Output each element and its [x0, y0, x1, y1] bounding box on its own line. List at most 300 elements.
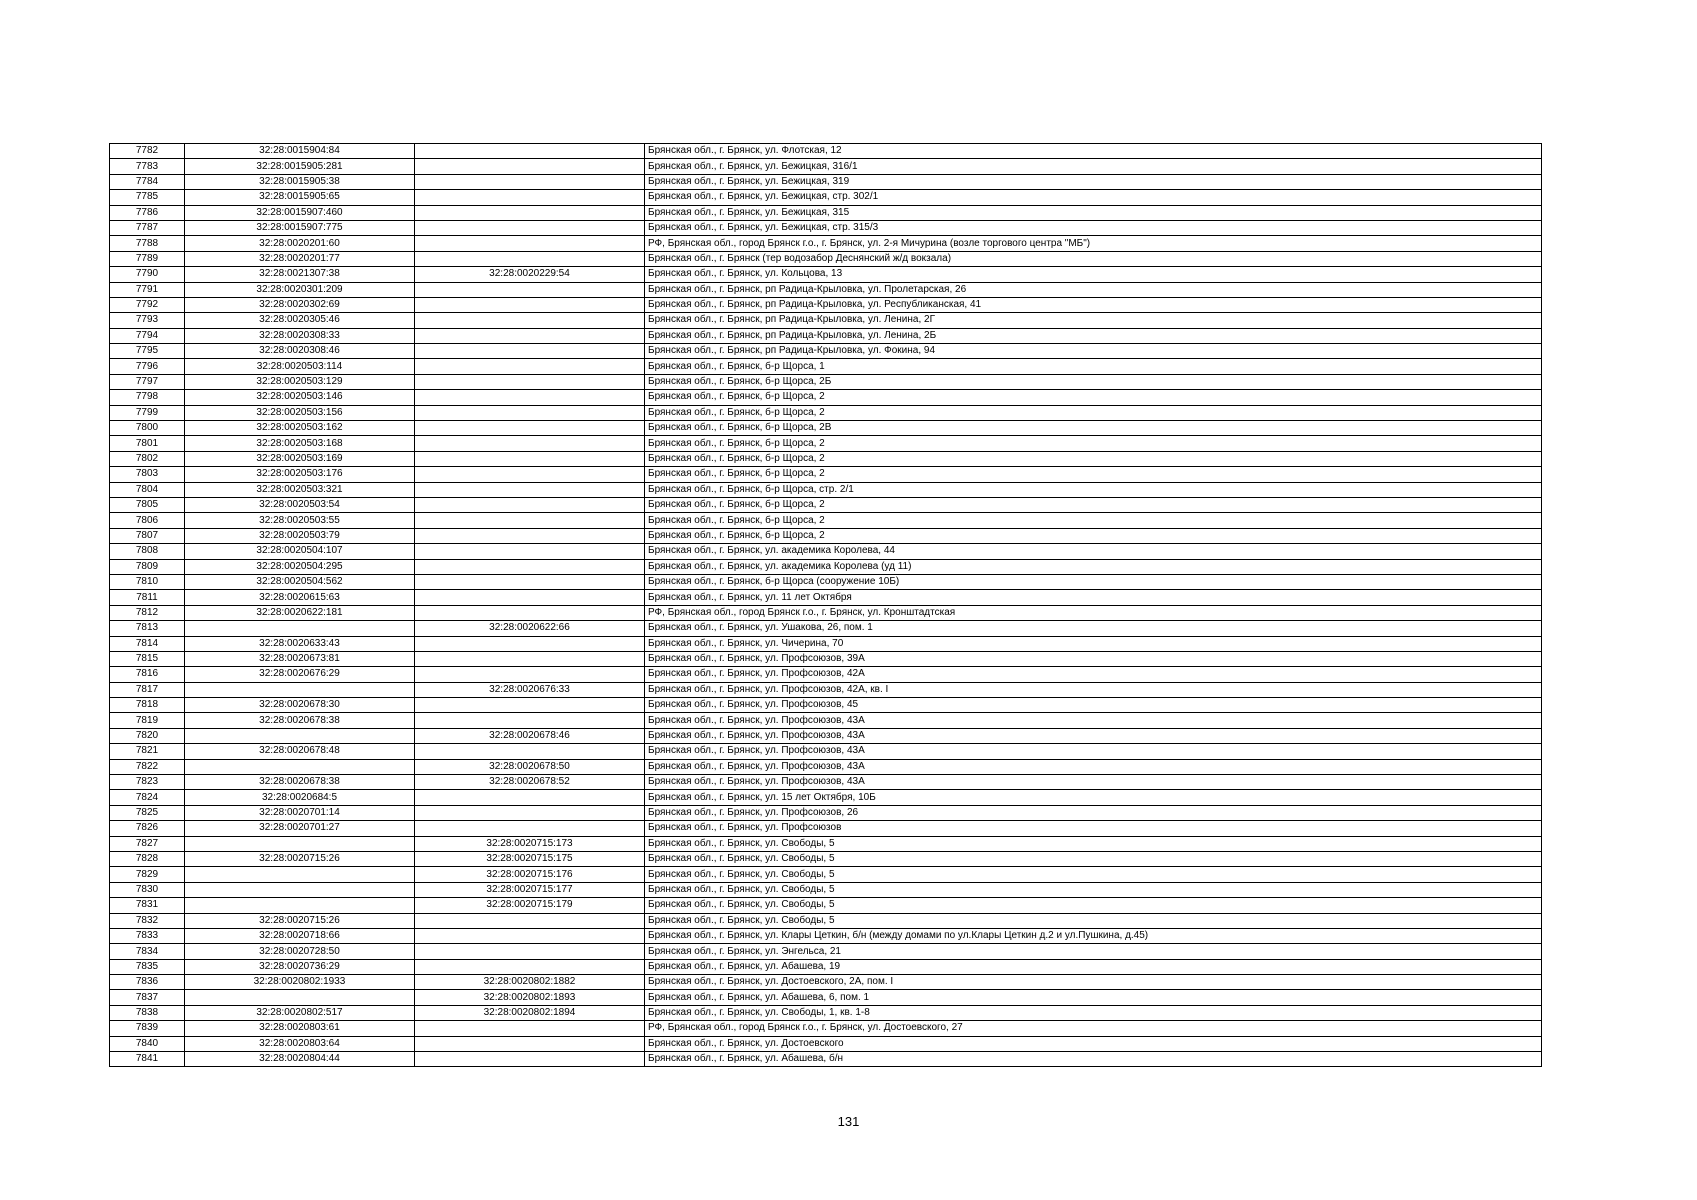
cadastral-number-cell: 32:28:0020503:55 [185, 513, 415, 528]
table-row [110, 805, 1542, 820]
row-number-cell: 7819 [110, 713, 185, 728]
row-number-cell: 7821 [110, 744, 185, 759]
address-cell: РФ, Брянская обл., город Брянск г.о., г. Брянск, ул. Достоевского, 27 [645, 1021, 1542, 1036]
related-cadastral-number-cell: 32:28:0020678:52 [415, 775, 645, 790]
cadastral-number-cell: 32:28:0020678:30 [185, 698, 415, 713]
address-cell: Брянская обл., г. Брянск, ул. Ушакова, 26, пом. 1 [645, 621, 1542, 636]
related-cadastral-number-cell [415, 790, 645, 805]
address-cell: Брянская обл., г. Брянск, рп Радица-Крыловка, ул. Республиканская, 41 [645, 297, 1542, 312]
related-cadastral-number-cell [415, 451, 645, 466]
table-row [110, 1021, 1542, 1036]
table-row [110, 975, 1542, 990]
related-cadastral-number-cell: 32:28:0020715:175 [415, 851, 645, 866]
related-cadastral-number-cell [415, 744, 645, 759]
address-cell: Брянская обл., г. Брянск, б-р Щорса, 1 [645, 359, 1542, 374]
table-row [110, 436, 1542, 451]
address-cell: Брянская обл., г. Брянск, ул. академика Королева (уд 11) [645, 559, 1542, 574]
row-number-cell: 7789 [110, 251, 185, 266]
row-number-cell: 7810 [110, 574, 185, 589]
related-cadastral-number-cell [415, 574, 645, 589]
address-cell: Брянская обл., г. Брянск, ул. Бежицкая, 315 [645, 205, 1542, 220]
table-row [110, 759, 1542, 774]
row-number-cell: 7841 [110, 1052, 185, 1067]
registry-table [109, 143, 1542, 1067]
address-cell: Брянская обл., г. Брянск, ул. Свободы, 5 [645, 836, 1542, 851]
address-cell: Брянская обл., г. Брянск, ул. Профсоюзов, 43А [645, 744, 1542, 759]
row-number-cell: 7793 [110, 313, 185, 328]
related-cadastral-number-cell [415, 590, 645, 605]
row-number-cell: 7837 [110, 990, 185, 1005]
related-cadastral-number-cell [415, 205, 645, 220]
address-cell: Брянская обл., г. Брянск, ул. Абашева, 19 [645, 959, 1542, 974]
row-number-cell: 7812 [110, 605, 185, 620]
table-row [110, 205, 1542, 220]
cadastral-number-cell: 32:28:0020503:168 [185, 436, 415, 451]
related-cadastral-number-cell [415, 144, 645, 159]
related-cadastral-number-cell [415, 698, 645, 713]
registry-table-body [110, 144, 1542, 1067]
row-number-cell: 7785 [110, 190, 185, 205]
table-row [110, 313, 1542, 328]
table-row [110, 651, 1542, 666]
related-cadastral-number-cell: 32:28:0020802:1894 [415, 1005, 645, 1020]
address-cell: Брянская обл., г. Брянск, ул. Профсоюзов [645, 821, 1542, 836]
table-row [110, 990, 1542, 1005]
row-number-cell: 7787 [110, 220, 185, 235]
table-row [110, 144, 1542, 159]
row-number-cell: 7833 [110, 928, 185, 943]
row-number-cell: 7804 [110, 482, 185, 497]
table-row [110, 1005, 1542, 1020]
row-number-cell: 7800 [110, 421, 185, 436]
table-row [110, 928, 1542, 943]
address-cell: Брянская обл., г. Брянск, б-р Щорса, 2 [645, 528, 1542, 543]
cadastral-number-cell: 32:28:0020504:107 [185, 544, 415, 559]
related-cadastral-number-cell [415, 805, 645, 820]
cadastral-number-cell: 32:28:0020503:129 [185, 374, 415, 389]
address-cell: Брянская обл., г. Брянск, ул. Абашева, 6, пом. 1 [645, 990, 1542, 1005]
cadastral-number-cell [185, 682, 415, 697]
address-cell: РФ, Брянская обл., город Брянск г.о., г. Брянск, ул. Кронштадтская [645, 605, 1542, 620]
row-number-cell: 7835 [110, 959, 185, 974]
related-cadastral-number-cell [415, 913, 645, 928]
table-row [110, 328, 1542, 343]
cadastral-number-cell: 32:28:0020308:46 [185, 344, 415, 359]
related-cadastral-number-cell [415, 1021, 645, 1036]
related-cadastral-number-cell [415, 297, 645, 312]
cadastral-number-cell: 32:28:0020804:44 [185, 1052, 415, 1067]
row-number-cell: 7808 [110, 544, 185, 559]
related-cadastral-number-cell [415, 528, 645, 543]
address-cell: Брянская обл., г. Брянск, ул. Свободы, 5 [645, 913, 1542, 928]
table-row [110, 421, 1542, 436]
related-cadastral-number-cell [415, 405, 645, 420]
related-cadastral-number-cell [415, 359, 645, 374]
address-cell: Брянская обл., г. Брянск, ул. Бежицкая, 316/1 [645, 159, 1542, 174]
related-cadastral-number-cell [415, 636, 645, 651]
cadastral-number-cell: 32:28:0020503:176 [185, 467, 415, 482]
address-cell: Брянская обл., г. Брянск, б-р Щорса, 2 [645, 467, 1542, 482]
table-row [110, 1052, 1542, 1067]
row-number-cell: 7822 [110, 759, 185, 774]
table-row [110, 344, 1542, 359]
table-row [110, 775, 1542, 790]
cadastral-number-cell [185, 728, 415, 743]
cadastral-number-cell: 32:28:0020678:38 [185, 713, 415, 728]
row-number-cell: 7796 [110, 359, 185, 374]
table-row [110, 821, 1542, 836]
related-cadastral-number-cell [415, 928, 645, 943]
table-row [110, 559, 1542, 574]
related-cadastral-number-cell [415, 251, 645, 266]
cadastral-number-cell: 32:28:0015905:281 [185, 159, 415, 174]
row-number-cell: 7813 [110, 621, 185, 636]
row-number-cell: 7806 [110, 513, 185, 528]
address-cell: Брянская обл., г. Брянск, б-р Щорса, стр. 2/1 [645, 482, 1542, 497]
related-cadastral-number-cell [415, 513, 645, 528]
table-row [110, 790, 1542, 805]
related-cadastral-number-cell: 32:28:0020802:1893 [415, 990, 645, 1005]
related-cadastral-number-cell: 32:28:0020802:1882 [415, 975, 645, 990]
related-cadastral-number-cell [415, 220, 645, 235]
table-row [110, 1036, 1542, 1051]
related-cadastral-number-cell [415, 959, 645, 974]
cadastral-number-cell [185, 990, 415, 1005]
cadastral-number-cell [185, 898, 415, 913]
cadastral-number-cell: 32:28:0020803:61 [185, 1021, 415, 1036]
address-cell: Брянская обл., г. Брянск, ул. Кольцова, 13 [645, 267, 1542, 282]
row-number-cell: 7828 [110, 851, 185, 866]
related-cadastral-number-cell [415, 282, 645, 297]
cadastral-number-cell: 32:28:0020678:38 [185, 775, 415, 790]
related-cadastral-number-cell: 32:28:0020622:66 [415, 621, 645, 636]
row-number-cell: 7836 [110, 975, 185, 990]
table-row [110, 451, 1542, 466]
address-cell: РФ, Брянская обл., город Брянск г.о., г. Брянск, ул. 2-я Мичурина (возле торгового центра "МБ") [645, 236, 1542, 251]
address-cell: Брянская обл., г. Брянск, ул. Профсоюзов, 43А [645, 713, 1542, 728]
table-row [110, 159, 1542, 174]
address-cell: Брянская обл., г. Брянск, б-р Щорса, 2В [645, 421, 1542, 436]
table-row [110, 744, 1542, 759]
address-cell: Брянская обл., г. Брянск, ул. Профсоюзов, 43А [645, 728, 1542, 743]
row-number-cell: 7802 [110, 451, 185, 466]
row-number-cell: 7807 [110, 528, 185, 543]
table-row [110, 359, 1542, 374]
table-row [110, 636, 1542, 651]
row-number-cell: 7814 [110, 636, 185, 651]
address-cell: Брянская обл., г. Брянск, б-р Щорса (сооружение 10Б) [645, 574, 1542, 589]
related-cadastral-number-cell [415, 374, 645, 389]
related-cadastral-number-cell: 32:28:0020715:176 [415, 867, 645, 882]
table-row [110, 267, 1542, 282]
related-cadastral-number-cell: 32:28:0020715:177 [415, 882, 645, 897]
row-number-cell: 7799 [110, 405, 185, 420]
address-cell: Брянская обл., г. Брянск, ул. Профсоюзов, 39А [645, 651, 1542, 666]
related-cadastral-number-cell [415, 313, 645, 328]
cadastral-number-cell [185, 836, 415, 851]
related-cadastral-number-cell [415, 482, 645, 497]
row-number-cell: 7798 [110, 390, 185, 405]
cadastral-number-cell: 32:28:0015904:84 [185, 144, 415, 159]
cadastral-number-cell: 32:28:0015905:65 [185, 190, 415, 205]
cadastral-number-cell: 32:28:0020503:162 [185, 421, 415, 436]
cadastral-number-cell: 32:28:0020684:5 [185, 790, 415, 805]
table-row [110, 728, 1542, 743]
table-row [110, 605, 1542, 620]
address-cell: Брянская обл., г. Брянск, ул. Бежицкая, стр. 315/3 [645, 220, 1542, 235]
related-cadastral-number-cell [415, 344, 645, 359]
address-cell: Брянская обл., г. Брянск, б-р Щорса, 2 [645, 513, 1542, 528]
related-cadastral-number-cell: 32:28:0020229:54 [415, 267, 645, 282]
row-number-cell: 7834 [110, 944, 185, 959]
address-cell: Брянская обл., г. Брянск, б-р Щорса, 2 [645, 451, 1542, 466]
address-cell: Брянская обл., г. Брянск, ул. Абашева, б/н [645, 1052, 1542, 1067]
cadastral-number-cell: 32:28:0020308:33 [185, 328, 415, 343]
related-cadastral-number-cell [415, 667, 645, 682]
address-cell: Брянская обл., г. Брянск, б-р Щорса, 2 [645, 390, 1542, 405]
row-number-cell: 7830 [110, 882, 185, 897]
row-number-cell: 7825 [110, 805, 185, 820]
table-row [110, 590, 1542, 605]
address-cell: Брянская обл., г. Брянск, ул. Свободы, 5 [645, 867, 1542, 882]
row-number-cell: 7832 [110, 913, 185, 928]
row-number-cell: 7823 [110, 775, 185, 790]
table-row [110, 528, 1542, 543]
table-row [110, 836, 1542, 851]
address-cell: Брянская обл., г. Брянск, ул. Клары Цеткин, б/н (между домами по ул.Клары Цеткин д.2 и ул.Пушкина, д.45) [645, 928, 1542, 943]
cadastral-number-cell: 32:28:0020305:46 [185, 313, 415, 328]
cadastral-number-cell: 32:28:0020633:43 [185, 636, 415, 651]
cadastral-number-cell: 32:28:0020701:14 [185, 805, 415, 820]
cadastral-number-cell: 32:28:0020503:146 [185, 390, 415, 405]
address-cell: Брянская обл., г. Брянск, ул. Свободы, 5 [645, 898, 1542, 913]
related-cadastral-number-cell: 32:28:0020676:33 [415, 682, 645, 697]
related-cadastral-number-cell [415, 821, 645, 836]
cadastral-number-cell: 32:28:0020715:26 [185, 851, 415, 866]
table-row [110, 251, 1542, 266]
related-cadastral-number-cell [415, 713, 645, 728]
row-number-cell: 7811 [110, 590, 185, 605]
table-row [110, 713, 1542, 728]
table-row [110, 682, 1542, 697]
cadastral-number-cell: 32:28:0020504:562 [185, 574, 415, 589]
address-cell: Брянская обл., г. Брянск, ул. Профсоюзов, 26 [645, 805, 1542, 820]
table-row [110, 851, 1542, 866]
related-cadastral-number-cell [415, 421, 645, 436]
address-cell: Брянская обл., г. Брянск, ул. академика Королева, 44 [645, 544, 1542, 559]
row-number-cell: 7818 [110, 698, 185, 713]
cadastral-number-cell: 32:28:0020736:29 [185, 959, 415, 974]
table-row [110, 405, 1542, 420]
cadastral-number-cell: 32:28:0020718:66 [185, 928, 415, 943]
row-number-cell: 7784 [110, 174, 185, 189]
related-cadastral-number-cell [415, 651, 645, 666]
table-row [110, 944, 1542, 959]
address-cell: Брянская обл., г. Брянск, ул. Профсоюзов, 43А [645, 775, 1542, 790]
address-cell: Брянская обл., г. Брянск, ул. 11 лет Октября [645, 590, 1542, 605]
row-number-cell: 7791 [110, 282, 185, 297]
address-cell: Брянская обл., г. Брянск, ул. Свободы, 5 [645, 882, 1542, 897]
table-row [110, 574, 1542, 589]
address-cell: Брянская обл., г. Брянск, ул. Достоевского [645, 1036, 1542, 1051]
cadastral-number-cell: 32:28:0020503:54 [185, 497, 415, 512]
table-row [110, 236, 1542, 251]
table-row [110, 174, 1542, 189]
row-number-cell: 7788 [110, 236, 185, 251]
table-row [110, 959, 1542, 974]
related-cadastral-number-cell: 32:28:0020715:179 [415, 898, 645, 913]
related-cadastral-number-cell [415, 1052, 645, 1067]
address-cell: Брянская обл., г. Брянск, ул. 15 лет Октября, 10Б [645, 790, 1542, 805]
row-number-cell: 7783 [110, 159, 185, 174]
row-number-cell: 7839 [110, 1021, 185, 1036]
table-row [110, 913, 1542, 928]
table-row [110, 513, 1542, 528]
cadastral-number-cell [185, 867, 415, 882]
table-row [110, 467, 1542, 482]
table-row [110, 282, 1542, 297]
cadastral-number-cell: 32:28:0021307:38 [185, 267, 415, 282]
address-cell: Брянская обл., г. Брянск, ул. Свободы, 5 [645, 851, 1542, 866]
table-row [110, 621, 1542, 636]
row-number-cell: 7782 [110, 144, 185, 159]
related-cadastral-number-cell [415, 190, 645, 205]
row-number-cell: 7801 [110, 436, 185, 451]
cadastral-number-cell: 32:28:0015905:38 [185, 174, 415, 189]
table-row [110, 867, 1542, 882]
related-cadastral-number-cell [415, 605, 645, 620]
address-cell: Брянская обл., г. Брянск, б-р Щорса, 2 [645, 405, 1542, 420]
row-number-cell: 7794 [110, 328, 185, 343]
address-cell: Брянская обл., г. Брянск, рп Радица-Крыловка, ул. Фокина, 94 [645, 344, 1542, 359]
cadastral-number-cell: 32:28:0020503:114 [185, 359, 415, 374]
table-row [110, 898, 1542, 913]
cadastral-number-cell: 32:28:0020302:69 [185, 297, 415, 312]
row-number-cell: 7820 [110, 728, 185, 743]
row-number-cell: 7795 [110, 344, 185, 359]
cadastral-number-cell: 32:28:0020301:209 [185, 282, 415, 297]
cadastral-number-cell: 32:28:0020802:517 [185, 1005, 415, 1020]
related-cadastral-number-cell: 32:28:0020678:46 [415, 728, 645, 743]
address-cell: Брянская обл., г. Брянск, ул. Профсоюзов, 45 [645, 698, 1542, 713]
cadastral-number-cell: 32:28:0020728:50 [185, 944, 415, 959]
table-row [110, 497, 1542, 512]
address-cell: Брянская обл., г. Брянск, ул. Достоевского, 2А, пом. I [645, 975, 1542, 990]
cadastral-number-cell: 32:28:0020615:63 [185, 590, 415, 605]
cadastral-number-cell: 32:28:0020715:26 [185, 913, 415, 928]
related-cadastral-number-cell: 32:28:0020678:50 [415, 759, 645, 774]
address-cell: Брянская обл., г. Брянск, ул. Флотская, 12 [645, 144, 1542, 159]
address-cell: Брянская обл., г. Брянск, ул. Бежицкая, 319 [645, 174, 1542, 189]
cadastral-number-cell: 32:28:0020803:64 [185, 1036, 415, 1051]
row-number-cell: 7815 [110, 651, 185, 666]
cadastral-number-cell: 32:28:0020678:48 [185, 744, 415, 759]
row-number-cell: 7838 [110, 1005, 185, 1020]
cadastral-number-cell: 32:28:0020201:77 [185, 251, 415, 266]
related-cadastral-number-cell: 32:28:0020715:173 [415, 836, 645, 851]
table-row [110, 698, 1542, 713]
related-cadastral-number-cell [415, 236, 645, 251]
row-number-cell: 7803 [110, 467, 185, 482]
table-row [110, 667, 1542, 682]
address-cell: Брянская обл., г. Брянск, ул. Бежицкая, стр. 302/1 [645, 190, 1542, 205]
address-cell: Брянская обл., г. Брянск, б-р Щорса, 2Б [645, 374, 1542, 389]
related-cadastral-number-cell [415, 1036, 645, 1051]
related-cadastral-number-cell [415, 544, 645, 559]
address-cell: Брянская обл., г. Брянск, б-р Щорса, 2 [645, 436, 1542, 451]
related-cadastral-number-cell [415, 436, 645, 451]
related-cadastral-number-cell [415, 174, 645, 189]
table-row [110, 390, 1542, 405]
related-cadastral-number-cell [415, 497, 645, 512]
table-row [110, 190, 1542, 205]
row-number-cell: 7826 [110, 821, 185, 836]
address-cell: Брянская обл., г. Брянск, ул. Профсоюзов, 43А [645, 759, 1542, 774]
cadastral-number-cell: 32:28:0020676:29 [185, 667, 415, 682]
cadastral-number-cell: 32:28:0020504:295 [185, 559, 415, 574]
cadastral-number-cell: 32:28:0020802:1933 [185, 975, 415, 990]
cadastral-number-cell: 32:28:0020701:27 [185, 821, 415, 836]
cadastral-number-cell: 32:28:0015907:775 [185, 220, 415, 235]
related-cadastral-number-cell [415, 390, 645, 405]
cadastral-number-cell: 32:28:0020503:79 [185, 528, 415, 543]
table-row [110, 482, 1542, 497]
cadastral-number-cell: 32:28:0020503:156 [185, 405, 415, 420]
table-row [110, 220, 1542, 235]
related-cadastral-number-cell [415, 328, 645, 343]
row-number-cell: 7809 [110, 559, 185, 574]
address-cell: Брянская обл., г. Брянск (тер водозабор Деснянский ж/д вокзала) [645, 251, 1542, 266]
row-number-cell: 7817 [110, 682, 185, 697]
address-cell: Брянская обл., г. Брянск, б-р Щорса, 2 [645, 497, 1542, 512]
address-cell: Брянская обл., г. Брянск, рп Радица-Крыловка, ул. Ленина, 2Г [645, 313, 1542, 328]
cadastral-number-cell [185, 759, 415, 774]
cadastral-number-cell: 32:28:0015907:460 [185, 205, 415, 220]
row-number-cell: 7816 [110, 667, 185, 682]
table-row [110, 544, 1542, 559]
address-cell: Брянская обл., г. Брянск, ул. Профсоюзов, 42А [645, 667, 1542, 682]
address-cell: Брянская обл., г. Брянск, ул. Профсоюзов, 42А, кв. I [645, 682, 1542, 697]
related-cadastral-number-cell [415, 159, 645, 174]
table-row [110, 882, 1542, 897]
table-row [110, 374, 1542, 389]
related-cadastral-number-cell [415, 944, 645, 959]
row-number-cell: 7786 [110, 205, 185, 220]
row-number-cell: 7831 [110, 898, 185, 913]
row-number-cell: 7827 [110, 836, 185, 851]
cadastral-number-cell: 32:28:0020201:60 [185, 236, 415, 251]
related-cadastral-number-cell [415, 559, 645, 574]
cadastral-number-cell [185, 882, 415, 897]
row-number-cell: 7829 [110, 867, 185, 882]
address-cell: Брянская обл., г. Брянск, ул. Энгельса, 21 [645, 944, 1542, 959]
row-number-cell: 7797 [110, 374, 185, 389]
row-number-cell: 7840 [110, 1036, 185, 1051]
table-row [110, 297, 1542, 312]
cadastral-number-cell: 32:28:0020673:81 [185, 651, 415, 666]
row-number-cell: 7824 [110, 790, 185, 805]
row-number-cell: 7792 [110, 297, 185, 312]
address-cell: Брянская обл., г. Брянск, рп Радица-Крыловка, ул. Ленина, 2Б [645, 328, 1542, 343]
related-cadastral-number-cell [415, 467, 645, 482]
address-cell: Брянская обл., г. Брянск, рп Радица-Крыловка, ул. Пролетарская, 26 [645, 282, 1542, 297]
cadastral-number-cell: 32:28:0020503:321 [185, 482, 415, 497]
cadastral-number-cell: 32:28:0020622:181 [185, 605, 415, 620]
address-cell: Брянская обл., г. Брянск, ул. Чичерина, 70 [645, 636, 1542, 651]
row-number-cell: 7805 [110, 497, 185, 512]
page-number: 131 [837, 1114, 860, 1129]
cadastral-number-cell [185, 621, 415, 636]
